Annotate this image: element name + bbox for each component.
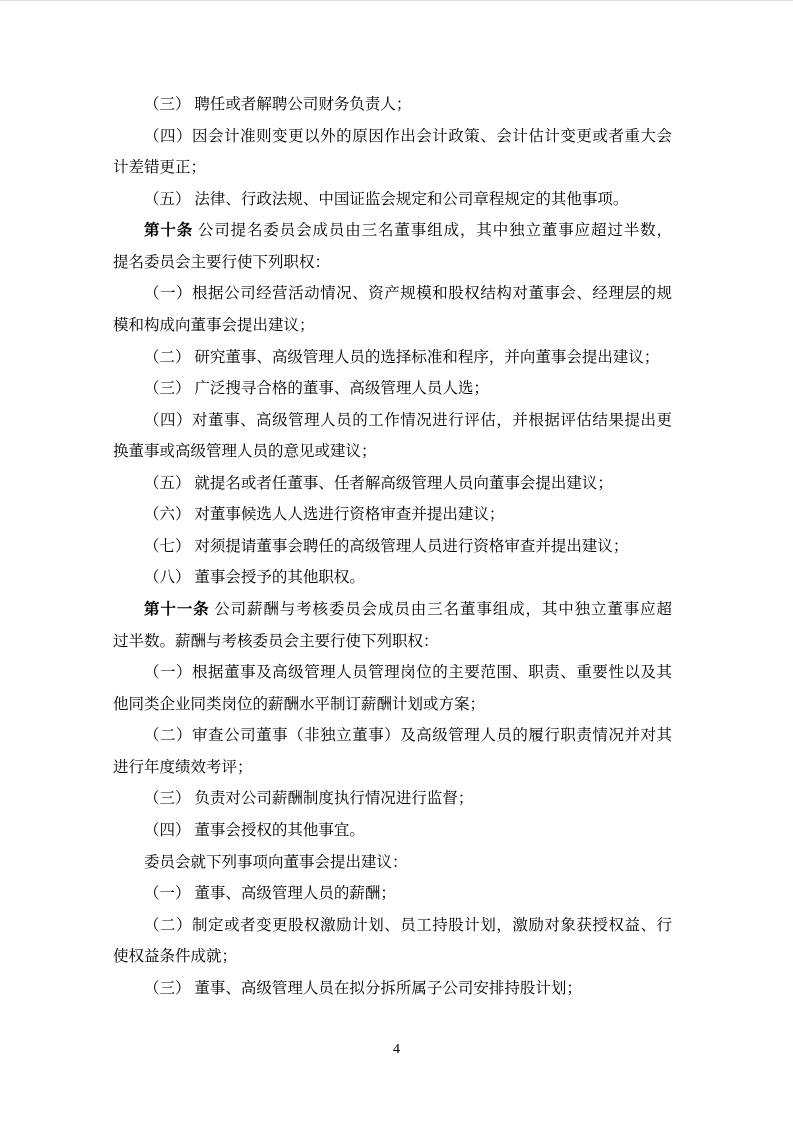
text-line: 换董事或高级管理人员的意见或建议；: [113, 443, 377, 461]
text-line: 委员会就下列事项向董事会提出建议：: [144, 853, 408, 871]
text-line: （六） 对董事候选人人选进行资格审查并提出建议；: [144, 506, 505, 524]
text-line: （二）制定或者变更股权激励计划、员工持股计划，激励对象获授权益、行: [144, 916, 672, 934]
text-line: （二）审查公司董事（非独立董事）及高级管理人员的履行职责情况并对其: [144, 727, 672, 745]
text-line: 他同类企业同类岗位的薪酬水平制订薪酬计划或方案；: [113, 695, 486, 713]
text-line: 提名委员会主要行使下列职权：: [113, 253, 331, 271]
article-number: 第十条: [144, 222, 194, 240]
text-line: （二） 研究董事、高级管理人员的选择标准和程序，并向董事会提出建议；: [144, 348, 660, 366]
text-line: 过半数。薪酬与考核委员会主要行使下列职权：: [113, 632, 439, 650]
text-line: 第十条 公司提名委员会成员由三名董事组成，其中独立董事应超过半数，: [144, 222, 672, 240]
text-line: 计差错更正；: [113, 159, 207, 177]
text-line: （一） 董事、高级管理人员的薪酬；: [144, 885, 396, 903]
article-number: 第十一条: [144, 601, 210, 618]
text-line: （五） 就提名或者任董事、任者解高级管理人员向董事会提出建议；: [144, 474, 613, 492]
text-line: （三） 聘任或者解聘公司财务负责人；: [144, 96, 412, 113]
text-line: 第十一条 公司薪酬与考核委员会成员由三名董事组成，其中独立董事应超: [144, 601, 672, 618]
text-line: （四）对董事、高级管理人员的工作情况进行评估，并根据评估结果提出更: [144, 411, 672, 429]
page-footer: [0, 1041, 793, 1059]
text-line: （四） 董事会授权的其他事宜。: [144, 821, 365, 839]
text-line: （三） 董事、高级管理人员在拟分拆所属子公司安排持股计划；: [144, 979, 582, 997]
text-line: （四）因会计准则变更以外的原因作出会计政策、会计估计变更或者重大会: [144, 127, 672, 145]
text-line: 使权益条件成就；: [113, 948, 238, 966]
page-number: 4: [393, 1042, 400, 1057]
text-line: 进行年度绩效考评；: [113, 758, 253, 776]
text-line: （三） 负责对公司薪酬制度执行情况进行监督；: [144, 790, 474, 808]
text-line: （一）根据公司经营活动情况、资产规模和股权结构对董事会、经理层的规: [144, 285, 672, 303]
document-body: [113, 89, 672, 1004]
text-line: 模和构成向董事会提出建议；: [113, 316, 315, 334]
text-line: （三） 广泛搜寻合格的董事、高级管理人员人选；: [144, 380, 489, 398]
text-line: （七） 对须提请董事会聘任的高级管理人员进行资格审查并提出建议；: [144, 537, 629, 555]
text-line: （五） 法律、行政法规、中国证监会规定和公司章程规定的其他事项。: [144, 190, 629, 208]
text-line: （八） 董事会授予的其他职权。: [144, 569, 365, 587]
text-line: （一）根据董事及高级管理人员管理岗位的主要范围、职责、重要性以及其: [144, 664, 672, 682]
